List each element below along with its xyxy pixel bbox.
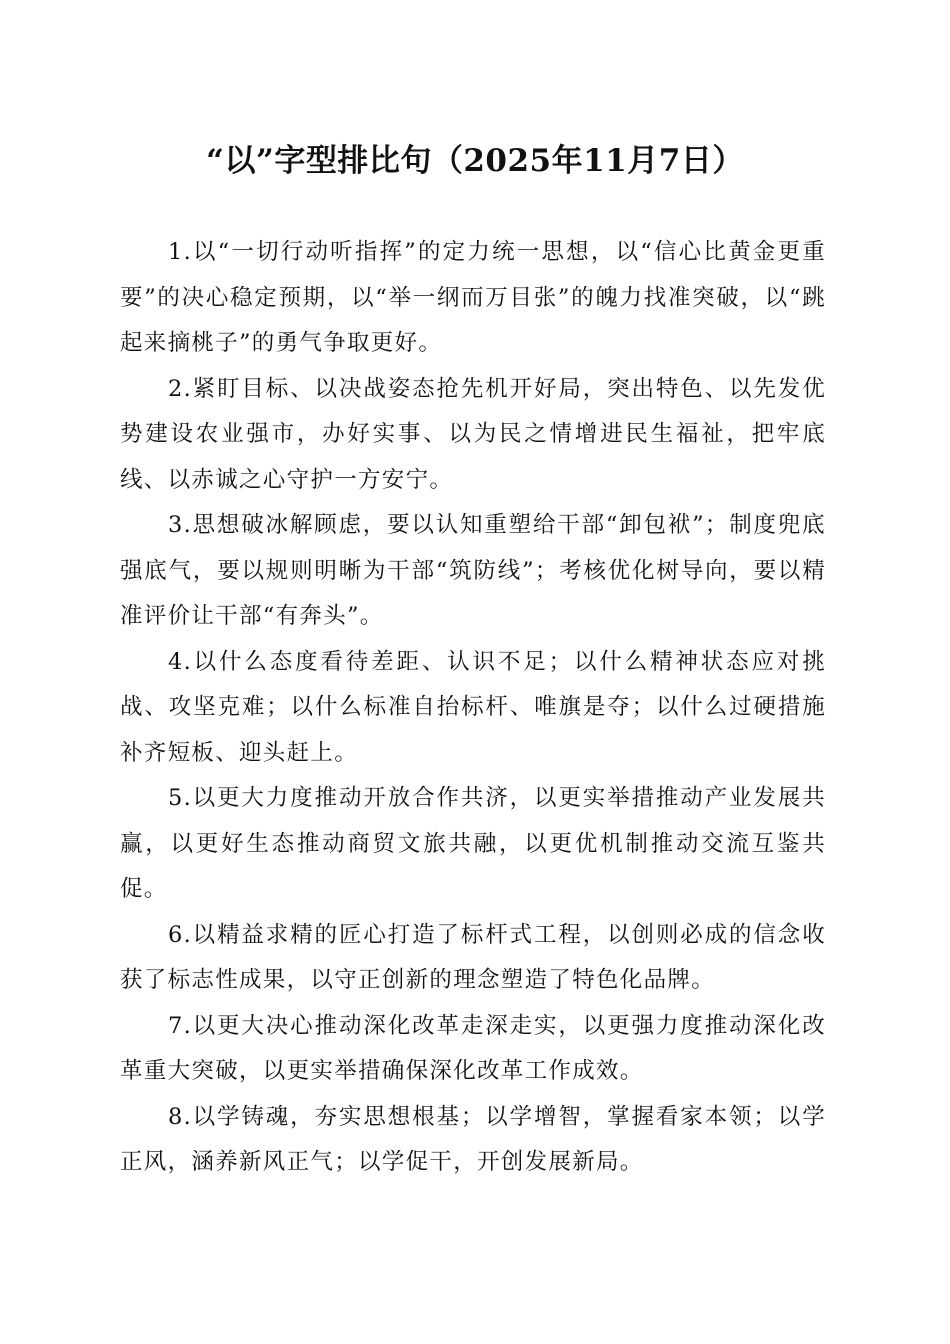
paragraph-8: 8.以学铸魂，夯实思想根基；以学增智，掌握看家本领；以学正风，涵养新风正气；以学促干，开创发展新局。	[120, 1103, 826, 1175]
paragraph-1: 1.以“一切行动听指挥”的定力统一思想，以“信心比黄金更重要”的决心稳定预期，以“举一纲而万目张”的魄力找准突破，以“跳起来摘桃子”的勇气争取更好。	[120, 239, 826, 356]
paragraph-2: 2.紧盯目标、以决战姿态抢先机开好局，突出特色、以先发优势建设农业强市，办好实事、以为民之情增进民生福祉，把牢底线、以赤诚之心守护一方安宁。	[120, 375, 826, 493]
paragraph-3: 3.思想破冰解顾虑，要以认知重塑给干部“卸包袱”；制度兜底强底气，要以规则明晰为干部“筑防线”；考核优化树导向，要以精准评价让干部“有奔头”。	[120, 512, 826, 629]
paragraph-4: 4.以什么态度看待差距、认识不足；以什么精神状态应对挑战、攻坚克难；以什么标准自抬标杆、唯旗是夺；以什么过硬措施补齐短板、迎头赶上。	[120, 648, 826, 766]
document-body	[120, 230, 826, 1186]
paragraph-6: 6.以精益求精的匠心打造了标杆式工程，以创则必成的信念收获了标志性成果，以守正创新的理念塑造了特色化品牌。	[120, 921, 826, 993]
paragraph-7: 7.以更大决心推动深化改革走深走实，以更强力度推动深化改革重大突破，以更实举措确保深化改革工作成效。	[120, 1012, 826, 1084]
document-title: “以”字型排比句（2025年11月7日）	[206, 143, 744, 179]
paragraph-5: 5.以更大力度推动开放合作共济，以更实举措推动产业发展共赢，以更好生态推动商贸文旅共融，以更优机制推动交流互鉴共促。	[120, 785, 826, 902]
